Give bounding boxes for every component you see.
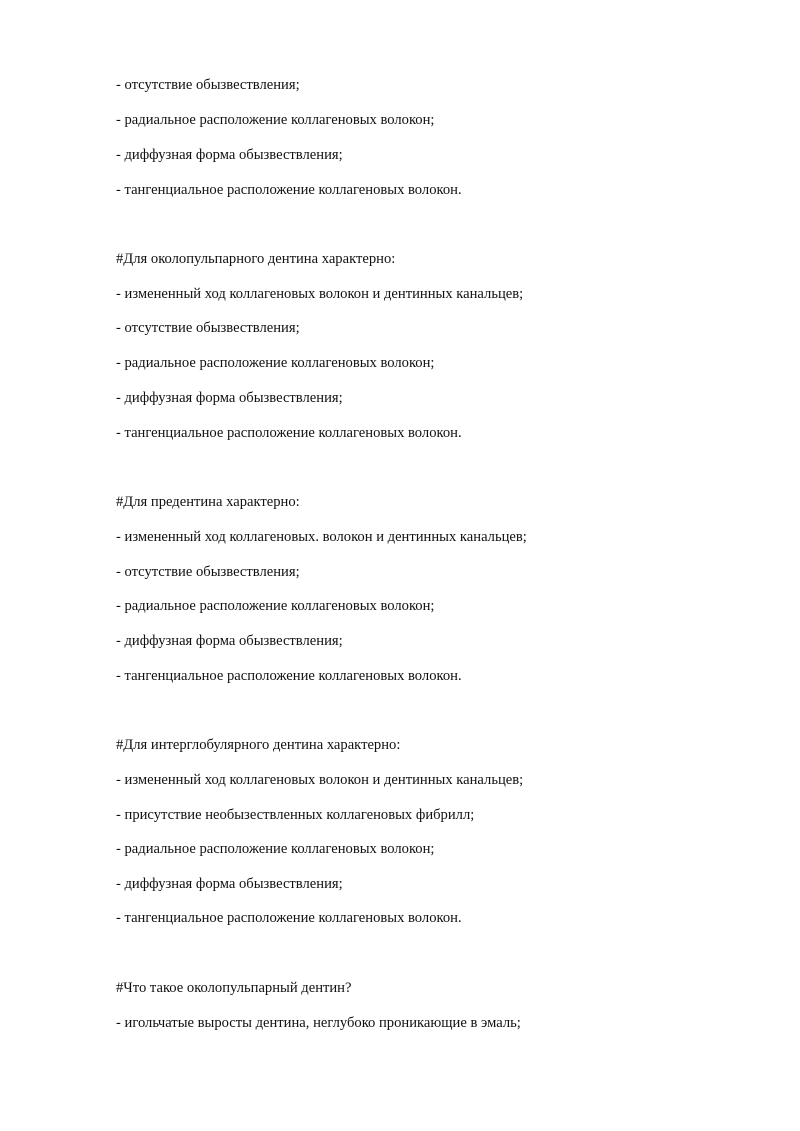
answer-option: - тангенциальное расположение коллагеновых волокон. (116, 425, 462, 441)
answer-option: - отсутствие обызвествления; (116, 77, 300, 93)
answer-option: - измененный ход коллагеновых волокон и дентинных канальцев; (116, 772, 524, 788)
question-heading: #Для околопульпарного дентина характерно: (116, 251, 396, 267)
answer-option: - диффузная форма обызвествления; (116, 633, 343, 649)
question-heading: #Что такое околопульпарный дентин? (116, 980, 352, 996)
answer-option: - тангенциальное расположение коллагеновых волокон. (116, 910, 462, 926)
answer-option: - радиальное расположение коллагеновых волокон; (116, 112, 435, 128)
answer-option: - диффузная форма обызвествления; (116, 876, 343, 892)
answer-option: - радиальное расположение коллагеновых волокон; (116, 841, 435, 857)
answer-option: - игольчатые выросты дентина, неглубоко проникающие в эмаль; (116, 1015, 521, 1031)
answer-option: - диффузная форма обызвествления; (116, 147, 343, 163)
question-heading: #Для интерглобулярного дентина характерно: (116, 737, 401, 753)
answer-option: - измененный ход коллагеновых волокон и дентинных канальцев; (116, 286, 524, 302)
answer-option: - присутствие необызествленных коллагеновых фибрилл; (116, 807, 475, 823)
answer-option: - измененный ход коллагеновых. волокон и дентинных канальцев; (116, 529, 527, 545)
answer-option: - отсутствие обызвествления; (116, 320, 300, 336)
answer-option: - отсутствие обызвествления; (116, 564, 300, 580)
answer-option: - тангенциальное расположение коллагеновых волокон. (116, 182, 462, 198)
answer-option: - радиальное расположение коллагеновых волокон; (116, 598, 435, 614)
answer-option: - диффузная форма обызвествления; (116, 390, 343, 406)
answer-option: - тангенциальное расположение коллагеновых волокон. (116, 668, 462, 684)
question-heading: #Для предентина характерно: (116, 494, 300, 510)
answer-option: - радиальное расположение коллагеновых волокон; (116, 355, 435, 371)
